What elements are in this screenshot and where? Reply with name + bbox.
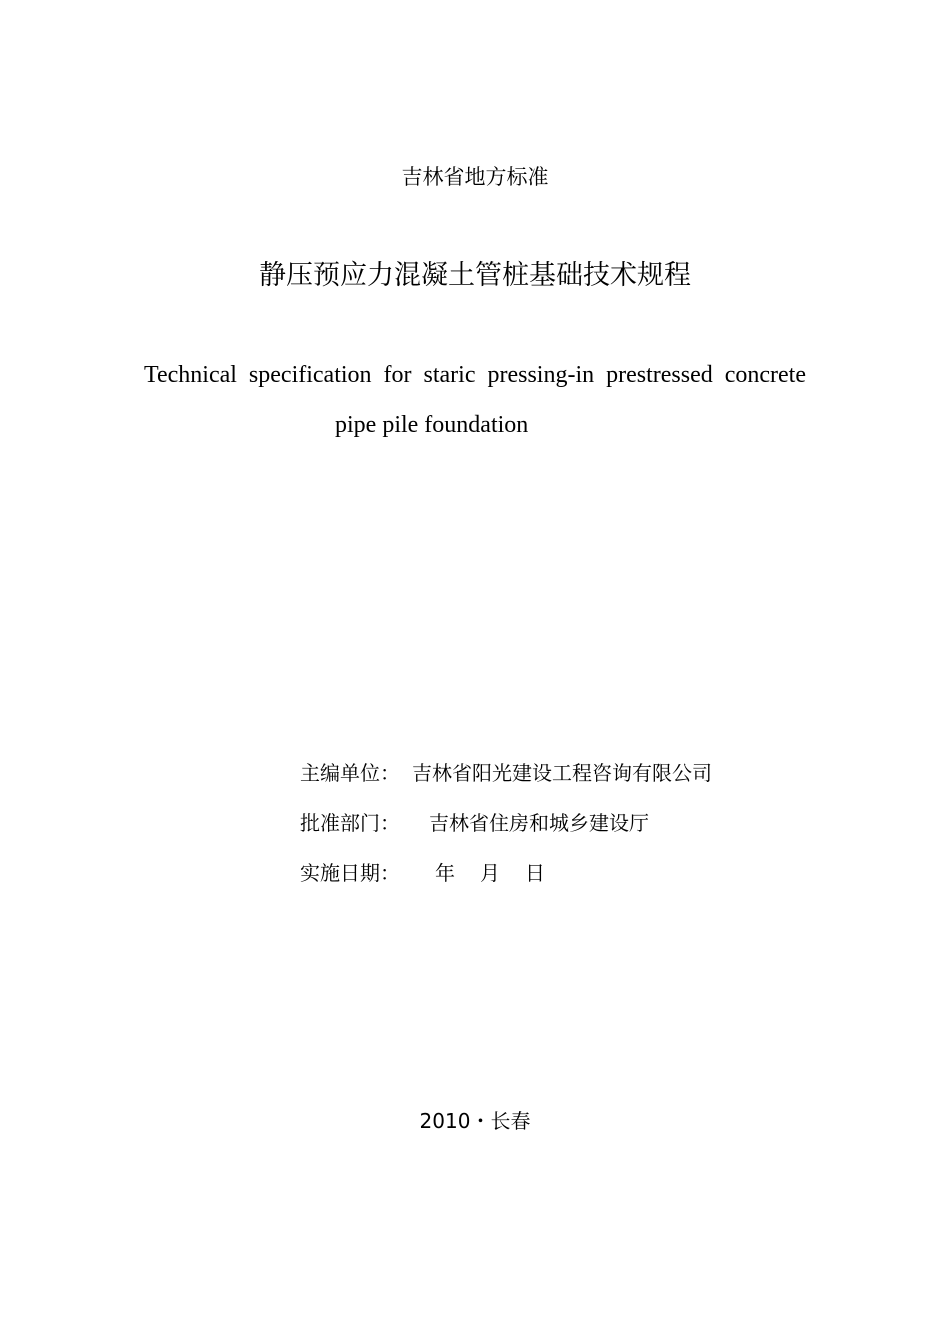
effective-date-day: 日 [525, 861, 545, 885]
document-title-english-line2: pipe pile foundation [335, 412, 529, 438]
document-title-english-line1: Technical specification for staric pressing-in prestressed concrete [144, 362, 806, 388]
publication-year-place: 2010・长春 [419, 1109, 531, 1133]
effective-date-label: 实施日期： [300, 861, 400, 885]
editor-label: 主编单位： [300, 761, 400, 785]
effective-date-month: 月 [480, 861, 500, 885]
editor-value: 吉林省阳光建设工程咨询有限公司 [412, 761, 712, 785]
approver-value: 吉林省住房和城乡建设厅 [429, 811, 649, 835]
effective-date-year: 年 [435, 861, 455, 885]
approver-label: 批准部门： [300, 811, 400, 835]
standard-type: 吉林省地方标准 [401, 165, 549, 189]
document-title-chinese: 静压预应力混凝土管桩基础技术规程 [259, 260, 691, 291]
